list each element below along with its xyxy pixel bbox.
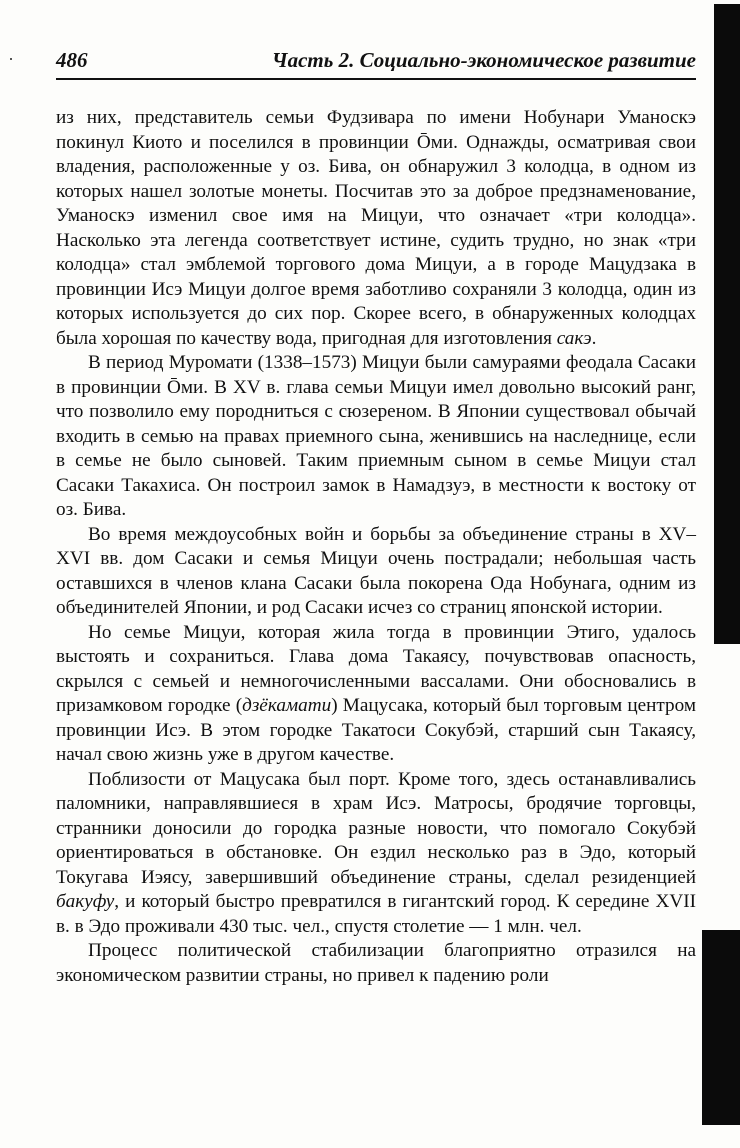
text-run: Процесс политической стабилизации благоприятно отразился на экономическом развитии страны, но привел к падению роли bbox=[56, 940, 696, 986]
page-header bbox=[56, 46, 696, 80]
text-run: из них, представитель семьи Фудзивара по имени Нобунари Уманоскэ покинул Киото и поселился в провинции Ōми. Однажды, осматривая свои владения, расположенные у оз. Бива, он обнаружил 3 колодца, в одном из которых нашел золотые монеты. Посчитав это за доброе предзнаменование, Уманоскэ изменил свое имя на Мицуи, что означает «три колодца». Насколько эта легенда соответствует истине, судить трудно, но знак «три колодца» стал эмблемой торгового дома Мицуи, а в городе Мацудзака в провинции Исэ Мицуи долгое время заботливо сохраняли 3 колодца, один из которых используется до сих пор. Скорее всего, в обнаруженных колодцах была хорошая по качеству вода, пригодная для изготовления bbox=[56, 107, 696, 349]
paragraph bbox=[56, 351, 696, 523]
body-text bbox=[56, 106, 696, 988]
running-title: Часть 2. Социально-экономическое развитие bbox=[271, 48, 696, 72]
text-run: Во время междоусобных войн и борьбы за объединение страны в XV–XVI вв. дом Сасаки и семья Мицуи очень пострадали; небольшая часть оставшихся в членов клана Сасаки была покорена Ода Нобунага, одним из объединителей Японии, и род Сасаки исчез со страниц японской истории. bbox=[56, 523, 696, 618]
text-run: В период Муромати (1338–1573) Мицуи были самураями феодала Сасаки в провинции Ōми. В XV в. глава семьи Мицуи имел довольно высокий ранг, что позволило ему породниться с сюзереном. В Японии существовал обычай входить в семью на правах приемного сына, женившись на наследнице, если в семье не было сыновей. Таким приемным сыном в семье Мицуи стал Сасаки Такахиса. Он построил замок в Намадзуэ, в местности к востоку от оз. Бива. bbox=[56, 352, 696, 520]
text-run: . bbox=[591, 327, 597, 349]
italic-term: бакуфу bbox=[56, 891, 115, 912]
text-run: Но семье Мицуи, которая жила тогда в провинции Этиго, удалось выстоять и сохраниться. Глава дома Такаясу, почувствовав опасность, скрылся с семьей и немногочисленными вассалами. Они обосновались в призамковом городке ( bbox=[56, 621, 696, 716]
text-run: ) Мацусака, который был торговым центром провинции Исэ. В этом городке Такатоси Сокубэй, старший сын Такаясу, начал свою жизнь уже в другом качестве. bbox=[56, 695, 696, 765]
paragraph bbox=[56, 939, 696, 988]
paragraph bbox=[56, 621, 696, 768]
scan-edge-shadow bbox=[714, 4, 740, 644]
paragraph bbox=[56, 523, 696, 621]
italic-term: дзёкамати bbox=[242, 695, 332, 716]
page-number: 486 bbox=[56, 48, 88, 72]
scan-edge-shadow-lower bbox=[702, 930, 740, 1125]
paragraph bbox=[56, 768, 696, 940]
text-run: , и который быстро превратился в гигантский город. К середине XVII в. в Эдо проживали 430 тыс. чел., спустя столетие — 1 млн. чел. bbox=[56, 891, 696, 937]
italic-term: сакэ bbox=[556, 327, 592, 349]
paragraph bbox=[56, 106, 696, 351]
text-run: Поблизости от Мацусака был порт. Кроме того, здесь останавливались паломники, направлявшиеся в храм Исэ. Матросы, бродячие торговцы, странники доносили до городка разные новости, что помогало Сокубэй ориентироваться в обстановке. Он ездил несколько раз в Эдо, который Токугава Иэясу, завершивший объединение страны, сделал резиденцией bbox=[56, 768, 696, 888]
scan-speck bbox=[10, 58, 12, 60]
